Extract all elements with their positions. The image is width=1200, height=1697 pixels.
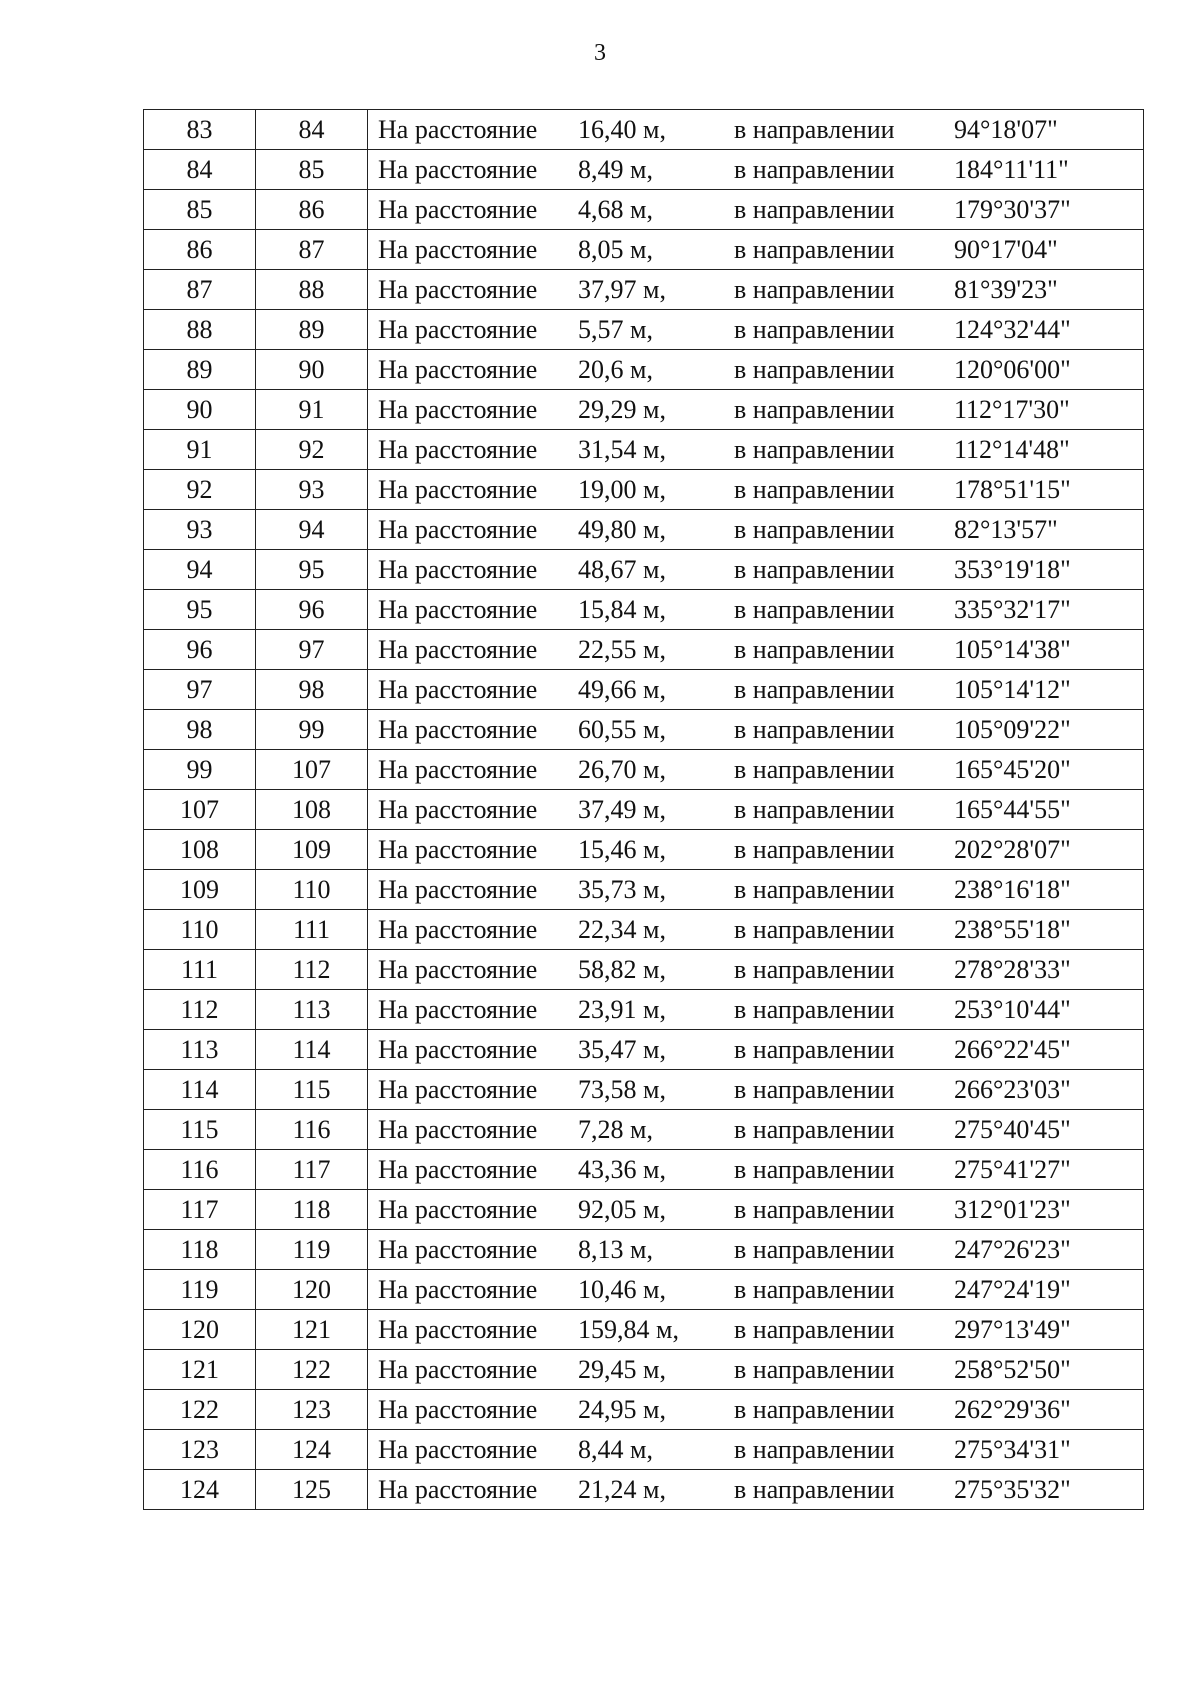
direction-label: в направлении xyxy=(734,994,895,1024)
to-point: 92 xyxy=(256,430,368,470)
direction-angle: 247°24'19" xyxy=(954,1274,1071,1304)
segment-description xyxy=(368,830,1144,870)
distance-label: На расстояние xyxy=(378,1314,538,1344)
distance-value: 60,55 м, xyxy=(578,714,666,744)
from-point: 96 xyxy=(144,630,256,670)
distance-value: 29,45 м, xyxy=(578,1354,666,1384)
distance-label: На расстояние xyxy=(378,234,538,264)
to-point: 123 xyxy=(256,1390,368,1430)
distance-label: На расстояние xyxy=(378,274,538,304)
to-point: 95 xyxy=(256,550,368,590)
segment-description xyxy=(368,110,1144,150)
table-row xyxy=(144,1110,1144,1150)
to-point: 110 xyxy=(256,870,368,910)
direction-angle: 262°29'36" xyxy=(954,1394,1071,1424)
segment-description xyxy=(368,1110,1144,1150)
segment-description xyxy=(368,1350,1144,1390)
distance-label: На расстояние xyxy=(378,1474,538,1504)
distance-value: 22,55 м, xyxy=(578,634,666,664)
distance-label: На расстояние xyxy=(378,1034,538,1064)
to-point: 84 xyxy=(256,110,368,150)
distance-value: 4,68 м, xyxy=(578,194,653,224)
table-row xyxy=(144,1030,1144,1070)
table-row xyxy=(144,390,1144,430)
segment-description xyxy=(368,950,1144,990)
table-row xyxy=(144,1070,1144,1110)
distance-value: 22,34 м, xyxy=(578,914,666,944)
direction-angle: 278°28'33" xyxy=(954,954,1071,984)
direction-angle: 82°13'57" xyxy=(954,514,1058,544)
segment-description xyxy=(368,990,1144,1030)
segment-description xyxy=(368,630,1144,670)
table-row xyxy=(144,710,1144,750)
to-point: 125 xyxy=(256,1470,368,1510)
to-point: 94 xyxy=(256,510,368,550)
distance-value: 159,84 м, xyxy=(578,1314,679,1344)
table-row xyxy=(144,630,1144,670)
direction-label: в направлении xyxy=(734,1114,895,1144)
distance-label: На расстояние xyxy=(378,714,538,744)
from-point: 117 xyxy=(144,1190,256,1230)
to-point: 111 xyxy=(256,910,368,950)
to-point: 98 xyxy=(256,670,368,710)
table-row xyxy=(144,750,1144,790)
direction-angle: 105°09'22" xyxy=(954,714,1071,744)
direction-angle: 266°22'45" xyxy=(954,1034,1071,1064)
distance-label: На расстояние xyxy=(378,954,538,984)
direction-angle: 165°44'55" xyxy=(954,794,1071,824)
from-point: 86 xyxy=(144,230,256,270)
segment-description xyxy=(368,1390,1144,1430)
segment-description xyxy=(368,1270,1144,1310)
segment-description xyxy=(368,470,1144,510)
to-point: 88 xyxy=(256,270,368,310)
from-point: 123 xyxy=(144,1430,256,1470)
direction-label: в направлении xyxy=(734,1274,895,1304)
table-row xyxy=(144,670,1144,710)
table-row xyxy=(144,830,1144,870)
to-point: 91 xyxy=(256,390,368,430)
from-point: 119 xyxy=(144,1270,256,1310)
distance-label: На расстояние xyxy=(378,594,538,624)
distance-value: 58,82 м, xyxy=(578,954,666,984)
to-point: 90 xyxy=(256,350,368,390)
segment-description xyxy=(368,1190,1144,1230)
to-point: 96 xyxy=(256,590,368,630)
segment-description xyxy=(368,150,1144,190)
direction-label: в направлении xyxy=(734,1194,895,1224)
distance-label: На расстояние xyxy=(378,114,538,144)
distance-label: На расстояние xyxy=(378,354,538,384)
from-point: 121 xyxy=(144,1350,256,1390)
direction-label: в направлении xyxy=(734,834,895,864)
table-row xyxy=(144,1390,1144,1430)
direction-angle: 238°16'18" xyxy=(954,874,1071,904)
to-point: 87 xyxy=(256,230,368,270)
to-point: 93 xyxy=(256,470,368,510)
boundary-survey-table xyxy=(143,109,1144,1510)
to-point: 119 xyxy=(256,1230,368,1270)
direction-label: в направлении xyxy=(734,634,895,664)
direction-angle: 105°14'38" xyxy=(954,634,1071,664)
segment-description xyxy=(368,1470,1144,1510)
segment-description xyxy=(368,510,1144,550)
to-point: 121 xyxy=(256,1310,368,1350)
to-point: 115 xyxy=(256,1070,368,1110)
distance-value: 15,84 м, xyxy=(578,594,666,624)
direction-angle: 266°23'03" xyxy=(954,1074,1071,1104)
direction-label: в направлении xyxy=(734,514,895,544)
segment-description xyxy=(368,870,1144,910)
distance-label: На расстояние xyxy=(378,914,538,944)
from-point: 92 xyxy=(144,470,256,510)
segment-description xyxy=(368,670,1144,710)
direction-angle: 258°52'50" xyxy=(954,1354,1071,1384)
table-row xyxy=(144,310,1144,350)
to-point: 118 xyxy=(256,1190,368,1230)
distance-label: На расстояние xyxy=(378,1114,538,1144)
table-row xyxy=(144,550,1144,590)
direction-angle: 81°39'23" xyxy=(954,274,1058,304)
table-row xyxy=(144,590,1144,630)
distance-value: 7,28 м, xyxy=(578,1114,653,1144)
from-point: 124 xyxy=(144,1470,256,1510)
distance-value: 8,44 м, xyxy=(578,1434,653,1464)
segment-description xyxy=(368,270,1144,310)
from-point: 115 xyxy=(144,1110,256,1150)
direction-angle: 275°34'31" xyxy=(954,1434,1071,1464)
to-point: 109 xyxy=(256,830,368,870)
segment-description xyxy=(368,430,1144,470)
from-point: 112 xyxy=(144,990,256,1030)
distance-label: На расстояние xyxy=(378,194,538,224)
distance-label: На расстояние xyxy=(378,394,538,424)
table-row xyxy=(144,470,1144,510)
direction-label: в направлении xyxy=(734,754,895,784)
distance-label: На расстояние xyxy=(378,674,538,704)
segment-description xyxy=(368,1150,1144,1190)
direction-angle: 312°01'23" xyxy=(954,1194,1071,1224)
distance-label: На расстояние xyxy=(378,794,538,824)
from-point: 94 xyxy=(144,550,256,590)
direction-angle: 105°14'12" xyxy=(954,674,1071,704)
table-row xyxy=(144,110,1144,150)
to-point: 116 xyxy=(256,1110,368,1150)
direction-label: в направлении xyxy=(734,954,895,984)
table-row xyxy=(144,1430,1144,1470)
from-point: 113 xyxy=(144,1030,256,1070)
segment-description xyxy=(368,710,1144,750)
from-point: 90 xyxy=(144,390,256,430)
direction-label: в направлении xyxy=(734,434,895,464)
direction-label: в направлении xyxy=(734,1354,895,1384)
distance-label: На расстояние xyxy=(378,754,538,784)
direction-label: в направлении xyxy=(734,554,895,584)
direction-angle: 112°17'30" xyxy=(954,394,1070,424)
distance-label: На расстояние xyxy=(378,514,538,544)
to-point: 113 xyxy=(256,990,368,1030)
from-point: 95 xyxy=(144,590,256,630)
distance-label: На расстояние xyxy=(378,434,538,464)
table-row xyxy=(144,350,1144,390)
table-row xyxy=(144,190,1144,230)
distance-value: 24,95 м, xyxy=(578,1394,666,1424)
direction-angle: 178°51'15" xyxy=(954,474,1071,504)
distance-value: 35,73 м, xyxy=(578,874,666,904)
direction-angle: 275°40'45" xyxy=(954,1114,1071,1144)
distance-label: На расстояние xyxy=(378,1234,538,1264)
direction-label: в направлении xyxy=(734,474,895,504)
direction-label: в направлении xyxy=(734,1434,895,1464)
distance-value: 26,70 м, xyxy=(578,754,666,784)
distance-label: На расстояние xyxy=(378,1274,538,1304)
from-point: 89 xyxy=(144,350,256,390)
distance-label: На расстояние xyxy=(378,874,538,904)
direction-label: в направлении xyxy=(734,1394,895,1424)
direction-label: в направлении xyxy=(734,1074,895,1104)
table-row xyxy=(144,430,1144,470)
segment-description xyxy=(368,1230,1144,1270)
from-point: 122 xyxy=(144,1390,256,1430)
direction-angle: 275°35'32" xyxy=(954,1474,1071,1504)
distance-value: 23,91 м, xyxy=(578,994,666,1024)
distance-value: 92,05 м, xyxy=(578,1194,666,1224)
direction-label: в направлении xyxy=(734,714,895,744)
direction-label: в направлении xyxy=(734,234,895,264)
direction-label: в направлении xyxy=(734,1234,895,1264)
distance-value: 43,36 м, xyxy=(578,1154,666,1184)
distance-label: На расстояние xyxy=(378,994,538,1024)
table-row xyxy=(144,790,1144,830)
table-row xyxy=(144,150,1144,190)
table-row xyxy=(144,1470,1144,1510)
direction-angle: 353°19'18" xyxy=(954,554,1071,584)
to-point: 117 xyxy=(256,1150,368,1190)
from-point: 91 xyxy=(144,430,256,470)
table-row xyxy=(144,1190,1144,1230)
table-row xyxy=(144,270,1144,310)
table-row xyxy=(144,1150,1144,1190)
direction-label: в направлении xyxy=(734,194,895,224)
distance-value: 29,29 м, xyxy=(578,394,666,424)
direction-label: в направлении xyxy=(734,394,895,424)
from-point: 83 xyxy=(144,110,256,150)
from-point: 85 xyxy=(144,190,256,230)
segment-description xyxy=(368,910,1144,950)
from-point: 114 xyxy=(144,1070,256,1110)
direction-angle: 297°13'49" xyxy=(954,1314,1071,1344)
segment-description xyxy=(368,1310,1144,1350)
segment-description xyxy=(368,1430,1144,1470)
table-row xyxy=(144,1270,1144,1310)
table-row xyxy=(144,510,1144,550)
from-point: 84 xyxy=(144,150,256,190)
distance-label: На расстояние xyxy=(378,834,538,864)
direction-label: в направлении xyxy=(734,314,895,344)
direction-angle: 184°11'11" xyxy=(954,154,1069,184)
direction-label: в направлении xyxy=(734,114,895,144)
segment-description xyxy=(368,310,1144,350)
distance-value: 49,66 м, xyxy=(578,674,666,704)
segment-description xyxy=(368,390,1144,430)
distance-label: На расстояние xyxy=(378,1354,538,1384)
table-row xyxy=(144,950,1144,990)
distance-value: 35,47 м, xyxy=(578,1034,666,1064)
direction-label: в направлении xyxy=(734,874,895,904)
distance-label: На расстояние xyxy=(378,1154,538,1184)
page-number: 3 xyxy=(594,40,606,66)
distance-value: 73,58 м, xyxy=(578,1074,666,1104)
distance-label: На расстояние xyxy=(378,154,538,184)
direction-angle: 179°30'37" xyxy=(954,194,1071,224)
direction-angle: 202°28'07" xyxy=(954,834,1071,864)
from-point: 111 xyxy=(144,950,256,990)
from-point: 87 xyxy=(144,270,256,310)
distance-value: 10,46 м, xyxy=(578,1274,666,1304)
table-row xyxy=(144,990,1144,1030)
from-point: 88 xyxy=(144,310,256,350)
table-row xyxy=(144,1310,1144,1350)
distance-value: 19,00 м, xyxy=(578,474,666,504)
to-point: 124 xyxy=(256,1430,368,1470)
from-point: 120 xyxy=(144,1310,256,1350)
from-point: 116 xyxy=(144,1150,256,1190)
direction-angle: 247°26'23" xyxy=(954,1234,1071,1264)
table-row xyxy=(144,1230,1144,1270)
direction-angle: 124°32'44" xyxy=(954,314,1071,344)
from-point: 118 xyxy=(144,1230,256,1270)
direction-label: в направлении xyxy=(734,594,895,624)
direction-angle: 120°06'00" xyxy=(954,354,1071,384)
to-point: 107 xyxy=(256,750,368,790)
direction-angle: 112°14'48" xyxy=(954,434,1070,464)
distance-value: 8,13 м, xyxy=(578,1234,653,1264)
segment-description xyxy=(368,790,1144,830)
distance-label: На расстояние xyxy=(378,554,538,584)
distance-label: На расстояние xyxy=(378,474,538,504)
segment-description xyxy=(368,550,1144,590)
distance-value: 15,46 м, xyxy=(578,834,666,864)
distance-label: На расстояние xyxy=(378,1194,538,1224)
direction-label: в направлении xyxy=(734,794,895,824)
segment-description xyxy=(368,590,1144,630)
distance-value: 48,67 м, xyxy=(578,554,666,584)
segment-description xyxy=(368,1030,1144,1070)
to-point: 122 xyxy=(256,1350,368,1390)
from-point: 93 xyxy=(144,510,256,550)
distance-value: 16,40 м, xyxy=(578,114,666,144)
from-point: 98 xyxy=(144,710,256,750)
to-point: 85 xyxy=(256,150,368,190)
to-point: 97 xyxy=(256,630,368,670)
from-point: 110 xyxy=(144,910,256,950)
table-row xyxy=(144,230,1144,270)
direction-label: в направлении xyxy=(734,1154,895,1184)
distance-value: 5,57 м, xyxy=(578,314,653,344)
table-row xyxy=(144,910,1144,950)
table-row xyxy=(144,870,1144,910)
direction-angle: 335°32'17" xyxy=(954,594,1071,624)
direction-label: в направлении xyxy=(734,914,895,944)
direction-angle: 90°17'04" xyxy=(954,234,1058,264)
to-point: 86 xyxy=(256,190,368,230)
direction-angle: 94°18'07" xyxy=(954,114,1058,144)
distance-value: 8,05 м, xyxy=(578,234,653,264)
to-point: 120 xyxy=(256,1270,368,1310)
direction-angle: 165°45'20" xyxy=(954,754,1071,784)
to-point: 99 xyxy=(256,710,368,750)
segment-description xyxy=(368,190,1144,230)
distance-value: 21,24 м, xyxy=(578,1474,666,1504)
segment-description xyxy=(368,1070,1144,1110)
from-point: 108 xyxy=(144,830,256,870)
from-point: 97 xyxy=(144,670,256,710)
distance-label: На расстояние xyxy=(378,1074,538,1104)
to-point: 114 xyxy=(256,1030,368,1070)
segment-description xyxy=(368,230,1144,270)
direction-angle: 238°55'18" xyxy=(954,914,1071,944)
direction-label: в направлении xyxy=(734,1474,895,1504)
to-point: 108 xyxy=(256,790,368,830)
distance-label: На расстояние xyxy=(378,1434,538,1464)
distance-value: 49,80 м, xyxy=(578,514,666,544)
direction-label: в направлении xyxy=(734,1034,895,1064)
segment-description xyxy=(368,350,1144,390)
table-body xyxy=(144,110,1144,1510)
direction-label: в направлении xyxy=(734,674,895,704)
direction-label: в направлении xyxy=(734,354,895,384)
to-point: 89 xyxy=(256,310,368,350)
from-point: 99 xyxy=(144,750,256,790)
direction-label: в направлении xyxy=(734,1314,895,1344)
distance-label: На расстояние xyxy=(378,314,538,344)
distance-label: На расстояние xyxy=(378,634,538,664)
distance-value: 37,49 м, xyxy=(578,794,666,824)
distance-label: На расстояние xyxy=(378,1394,538,1424)
to-point: 112 xyxy=(256,950,368,990)
direction-label: в направлении xyxy=(734,154,895,184)
distance-value: 37,97 м, xyxy=(578,274,666,304)
distance-value: 20,6 м, xyxy=(578,354,653,384)
direction-label: в направлении xyxy=(734,274,895,304)
direction-angle: 253°10'44" xyxy=(954,994,1071,1024)
table-row xyxy=(144,1350,1144,1390)
from-point: 107 xyxy=(144,790,256,830)
direction-angle: 275°41'27" xyxy=(954,1154,1071,1184)
from-point: 109 xyxy=(144,870,256,910)
segment-description xyxy=(368,750,1144,790)
distance-value: 8,49 м, xyxy=(578,154,653,184)
distance-value: 31,54 м, xyxy=(578,434,666,464)
